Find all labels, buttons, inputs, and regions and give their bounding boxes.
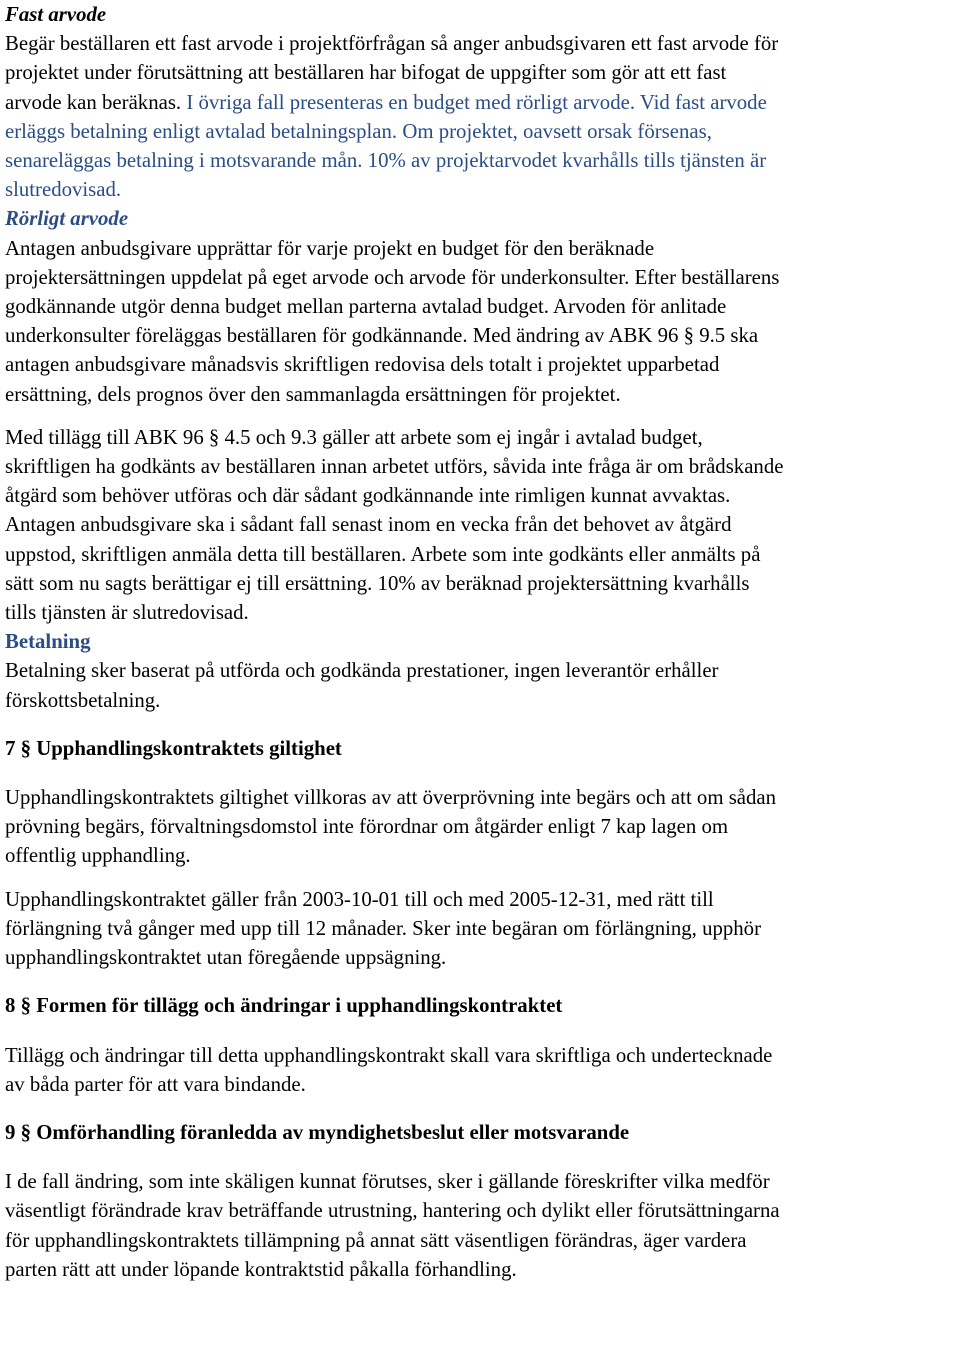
- betalning-heading: Betalning: [5, 630, 91, 654]
- paragraph-line: åtgärd som behöver utföras och där sådant godkännande inte rimligen kunnat avvaktas.: [5, 484, 731, 508]
- paragraph-line: Upphandlingskontraktet gäller från 2003-10-01 till och med 2005-12-31, med rätt till: [5, 887, 714, 911]
- section-rorligt-arvode: [5, 204, 956, 408]
- section-8-heading: 8 § Formen för tillägg och ändringar i upphandlingskontraktet: [5, 994, 563, 1018]
- spacer: [5, 972, 956, 991]
- paragraph-line: [5, 88, 956, 117]
- paragraph-line: upphandlingskontraktet utan föregående uppsägning.: [5, 946, 447, 970]
- paragraph-line: väsentligt förändrade krav beträffande utrustning, hantering och dylikt eller förutsättningarna: [5, 1199, 780, 1223]
- paragraph-line: för upphandlingskontraktets tillämpning på annat sätt väsentligen förändras, äger vardera: [5, 1228, 747, 1252]
- section-9-heading: 9 § Omförhandling föranledda av myndighetsbeslut eller motsvarande: [5, 1120, 630, 1144]
- text-run: förlängning två gånger med upp till 12 månader.: [5, 916, 407, 940]
- paragraph-line: [5, 146, 956, 175]
- text-run: senareläggas betalning i motsvarande mån.: [5, 149, 363, 173]
- paragraph-line: Begär beställaren ett fast arvode i projektförfrågan så anger anbudsgivaren ett fast arvode för: [5, 32, 779, 56]
- paragraph-line: förskottsbetalning.: [5, 688, 161, 712]
- section-fast-arvode: [5, 0, 956, 204]
- text-run: gäller att arbete som ej ingår i avtalad budget,: [316, 425, 703, 449]
- text-run: erläggs betalning enligt avtalad betalningsplan.: [5, 119, 398, 143]
- section-7: [5, 734, 956, 972]
- paragraph-line: av båda parter för att vara bindande.: [5, 1072, 306, 1096]
- spacer: [5, 871, 956, 885]
- paragraph-line: [5, 263, 956, 292]
- spacer: [5, 715, 956, 734]
- section-7-heading: 7 § Upphandlingskontraktets giltighet: [5, 736, 342, 760]
- paragraph-line: Antagen anbudsgivare upprättar för varje projekt en budget för den beräknade: [5, 236, 655, 260]
- paragraph-line: antagen anbudsgivare månadsvis skriftligen redovisa dels totalt i projektet upparbetad: [5, 353, 720, 377]
- paragraph-line: skriftligen ha godkänts av beställaren innan arbetet utförs, såvida inte fråga är om brådskande: [5, 455, 784, 479]
- spacer: [5, 1099, 956, 1118]
- section-tillagg: [5, 423, 956, 627]
- paragraph-line: I de fall ändring, som inte skäligen kunnat förutses, sker i gällande föreskrifter vilka medför: [5, 1170, 770, 1194]
- text-run: 10% av projektarvodet kvarhålls tills tjänsten är: [362, 149, 767, 173]
- paragraph-line: Betalning sker baserat på utförda och godkända prestationer, ingen leverantör erhåller: [5, 659, 719, 683]
- paragraph-line: offentlig upphandling.: [5, 844, 191, 868]
- section-8: [5, 991, 956, 1099]
- paragraph-line: [5, 321, 956, 350]
- rorligt-arvode-heading: Rörligt arvode: [5, 207, 129, 231]
- text-run: Arvoden för anlitade: [549, 295, 727, 319]
- section-9: [5, 1118, 956, 1284]
- text-run: underkonsulter föreläggas beställaren för godkännande.: [5, 324, 468, 348]
- spacer: [5, 1147, 956, 1167]
- spacer: [5, 409, 956, 423]
- paragraph-line: projektet under förutsättning att beställaren har bifogat de uppgifter som gör att ett fast: [5, 61, 727, 85]
- section-betalning: [5, 627, 956, 715]
- text-run: Med tillägg till ABK 96 § 4.5 och 9.3: [5, 425, 317, 449]
- paragraph-line: tills tjänsten är slutredovisad.: [5, 601, 249, 625]
- paragraph-line: prövning begärs, förvaltningsdomstol inte förordnar om åtgärder enligt 7 kap lagen om: [5, 815, 729, 839]
- text-run: projektersättningen uppdelat på eget arvode och arvode för underkonsulter.: [5, 265, 630, 289]
- text-run: godkännande utgör denna budget mellan parterna avtalad budget.: [5, 295, 549, 319]
- text-run: Sker inte begäran om förlängning, upphör: [406, 916, 762, 940]
- text-run: I övriga fall presenteras en budget med rörligt arvode.: [181, 90, 636, 114]
- text-run: Om projektet, oavsett orsak försenas,: [397, 119, 712, 143]
- text-run: uppstod, skriftligen anmäla detta till beställaren.: [5, 542, 407, 566]
- paragraph-line: [5, 569, 956, 598]
- paragraph-line: [5, 292, 956, 321]
- paragraph-line: [5, 117, 956, 146]
- text-run: 10% av beräknad projektersättning kvarhålls: [372, 571, 750, 595]
- paragraph-line: Upphandlingskontraktets giltighet villkoras av att överprövning inte begärs och att om sådan: [5, 786, 777, 810]
- paragraph-line: parten rätt att under löpande kontraktstid påkalla förhandling.: [5, 1257, 517, 1281]
- paragraph-line: [5, 423, 956, 452]
- spacer: [5, 763, 956, 783]
- paragraph-line: ersättning, dels prognos över den sammanlagda ersättningen för projektet.: [5, 382, 621, 406]
- text-run: Med ändring av ABK 96 § 9.5 ska: [467, 324, 759, 348]
- paragraph-line: slutredovisad.: [5, 178, 122, 202]
- paragraph-line: [5, 914, 956, 943]
- text-run: Efter beställarens: [629, 265, 780, 289]
- text-run: Arbete som inte godkänts eller anmälts på: [406, 542, 761, 566]
- paragraph-line: Antagen anbudsgivare ska i sådant fall senast inom en vecka från det behovet av åtgärd: [5, 513, 732, 537]
- paragraph-line: Tillägg och ändringar till detta upphandlingskontrakt skall vara skriftliga och undertecknade: [5, 1043, 773, 1067]
- spacer: [5, 1021, 956, 1041]
- text-run: Vid fast arvode: [635, 90, 767, 114]
- fast-arvode-heading: Fast arvode: [5, 3, 107, 26]
- text-run: arvode kan beräknas.: [5, 90, 182, 114]
- text-run: sätt som nu sagts berättigar ej till ersättning.: [5, 571, 373, 595]
- paragraph-line: [5, 540, 956, 569]
